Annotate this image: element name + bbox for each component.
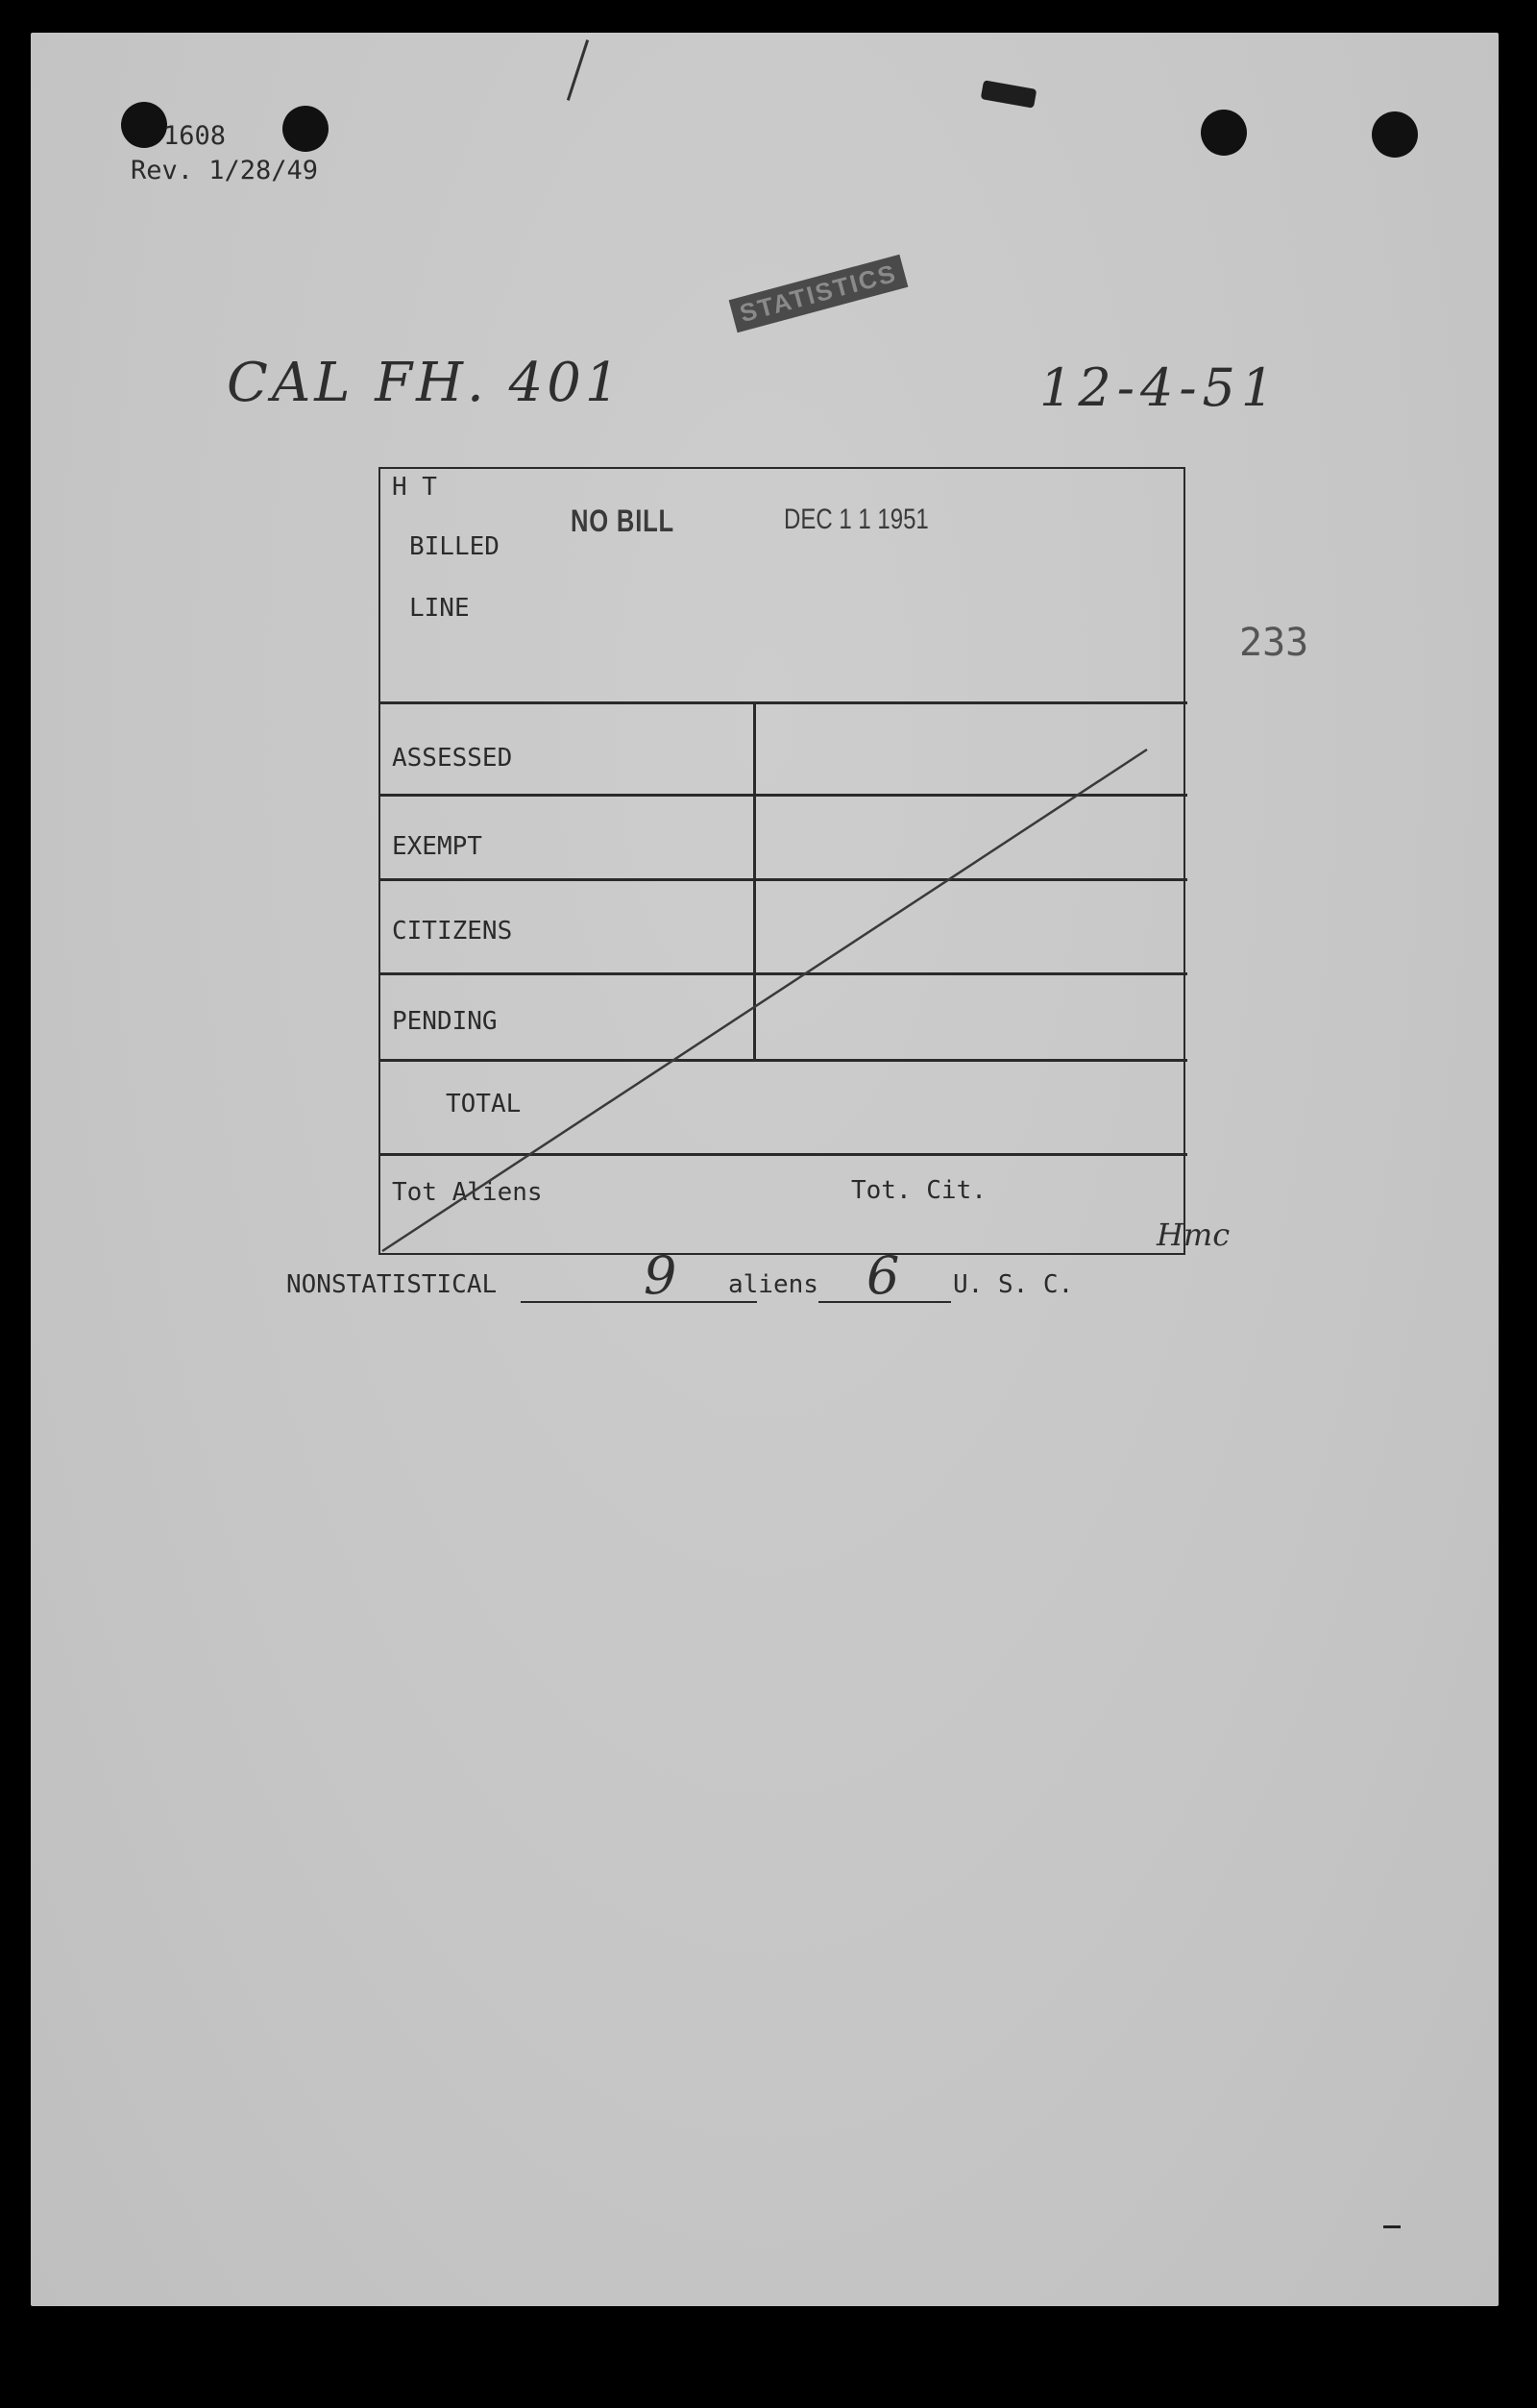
punch-hole-right-2 [1372, 111, 1418, 158]
row-label-assessed: ASSESSED [392, 744, 513, 773]
aliens-underline [521, 1301, 757, 1303]
ht-label: H T [392, 473, 437, 502]
cancel-diagonal-line [380, 469, 1187, 1257]
page-number: 233 [1239, 621, 1309, 665]
row-label-exempt: EXEMPT [392, 832, 482, 861]
billed-label: BILLED [409, 532, 500, 561]
row-label-pending: PENDING [392, 1007, 498, 1036]
document-page [31, 33, 1499, 2306]
nonstatistical-label: NONSTATISTICAL [286, 1270, 498, 1299]
ink-mark-top-right [981, 80, 1037, 108]
handwritten-date: 12-4-51 [1039, 357, 1281, 418]
aliens-label: aliens [728, 1270, 818, 1299]
form-revision: Rev. 1/28/49 [131, 156, 319, 185]
punch-hole-right-1 [1201, 110, 1247, 156]
date-stamp: DEC 1 1 1951 [784, 504, 929, 535]
line-label: LINE [409, 594, 470, 623]
total-label: TOTAL [446, 1090, 522, 1118]
row-label-citizens: CITIZENS [392, 917, 513, 946]
punch-hole-left-1 [121, 102, 167, 148]
punch-hole-left-2 [282, 106, 329, 152]
usc-count: 6 [866, 1245, 900, 1306]
pencil-mark-top [567, 39, 589, 101]
tot-aliens-label: Tot Aliens [392, 1178, 543, 1207]
form-number: 1608 [163, 121, 227, 151]
case-reference: CAL FH. 401 [227, 352, 623, 414]
initials: Hmc [1157, 1216, 1231, 1253]
usc-label: U. S. C. [953, 1270, 1074, 1299]
no-bill-stamp: NO BILL [571, 504, 674, 538]
tot-cit-label: Tot. Cit. [851, 1176, 987, 1205]
statistics-form-box [378, 467, 1185, 1255]
aliens-count: 9 [644, 1245, 677, 1306]
margin-mark [1383, 2225, 1401, 2228]
statistics-stamp: STATISTICS [729, 255, 909, 332]
